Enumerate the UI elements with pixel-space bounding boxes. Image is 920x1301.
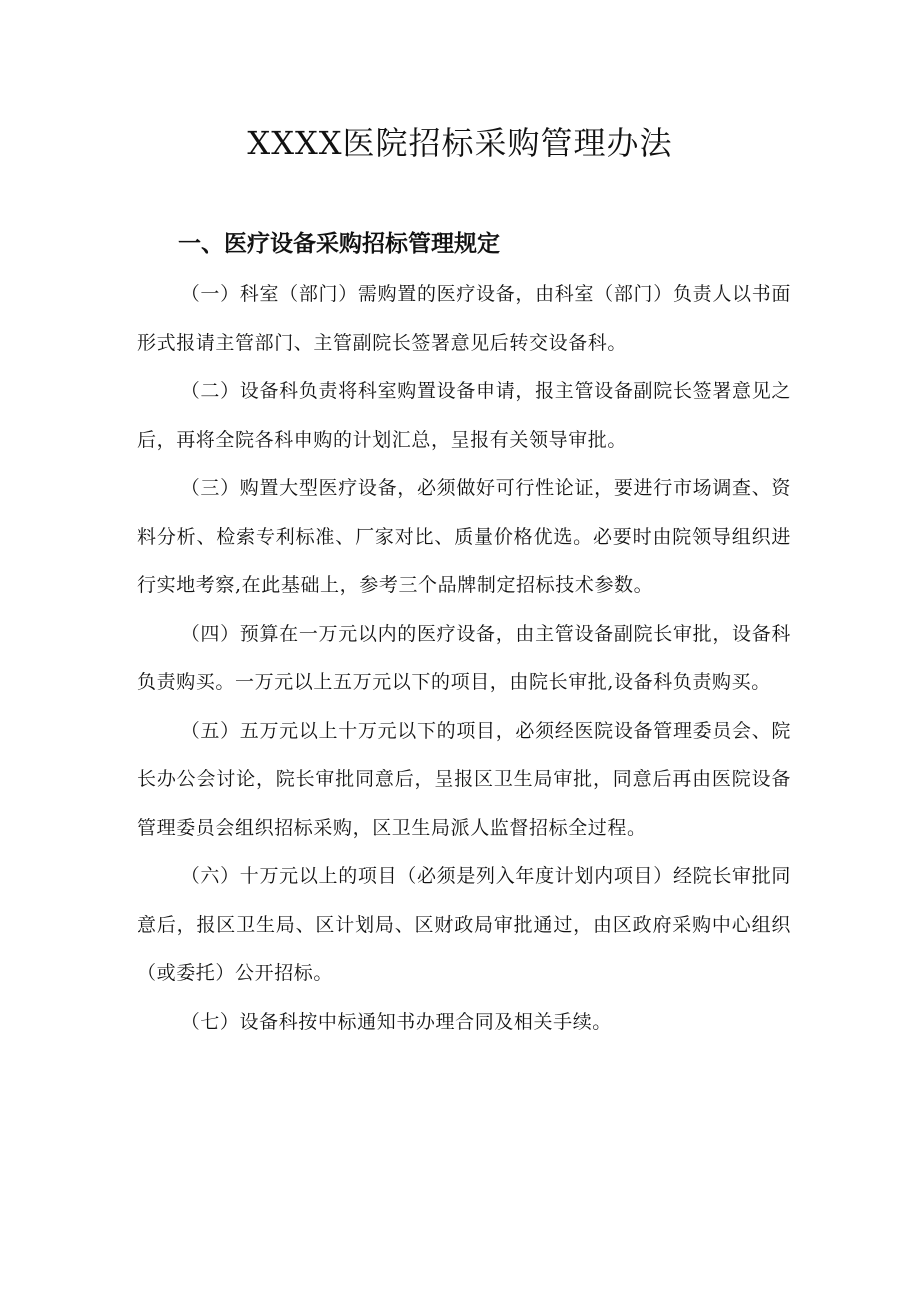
paragraph-4: （四）预算在一万元以内的医疗设备，由主管设备副院长审批，设备科负责购买。一万元以上五万元以下的项目，由院长审批,设备科负责购买。 [137,622,791,693]
paragraph-1: （一）科室（部门）需购置的医疗设备，由科室（部门）负责人以书面形式报请主管部门、主管副院长签署意见后转交设备科。 [137,283,791,354]
paragraph-7: （七）设备科按中标通知书办理合同及相关手续。 [180,1010,612,1033]
paragraph-2: （二）设备科负责将科室购置设备申请，报主管设备副院长签署意见之后，再将全院各科申购的计划汇总，呈报有关领导审批。 [137,380,791,451]
paragraph-3: （三）购置大型医疗设备，必须做好可行性论证，要进行市场调查、资料分析、检索专利标准、厂家对比、质量价格优选。必要时由院领导组织进行实地考察,在此基础上，参考三个品牌制定招标技术参数。 [137,477,791,596]
section-heading: 一、医疗设备采购招标管理规定 [178,231,500,257]
paragraph-6: （六）十万元以上的项目（必须是列入年度计划内项目）经院长审批同意后，报区卫生局、区计划局、区财政局审批通过，由区政府采购中心组织（或委托）公开招标。 [137,865,791,984]
document-title: XXXX医院招标采购管理办法 [247,124,673,162]
paragraph-5: （五）五万元以上十万元以下的项目，必须经医院设备管理委员会、院长办公会讨论，院长审批同意后，呈报区卫生局审批，同意后再由医院设备管理委员会组织招标采购，区卫生局派人监督招标全过程。 [137,719,791,839]
document-body [137,270,791,1046]
